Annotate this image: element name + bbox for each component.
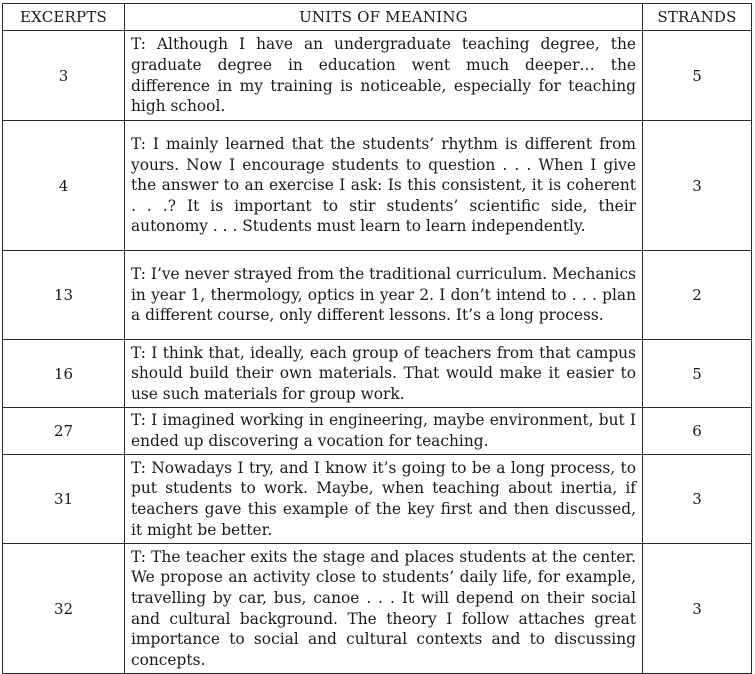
strands-value: 3 bbox=[643, 455, 752, 544]
unit-of-meaning: T: Although I have an undergraduate teaching degree, the graduate degree in education went much deeper… the difference in my training is noticeable, especially for teaching high school. bbox=[125, 31, 643, 121]
strands-value: 5 bbox=[643, 340, 752, 408]
unit-of-meaning: T: I imagined working in engineering, maybe environment, but I ended up discovering a vocation for teaching. bbox=[125, 408, 643, 455]
table-row bbox=[3, 31, 752, 121]
table-row bbox=[3, 544, 752, 674]
table-row bbox=[3, 121, 752, 251]
strands-value: 6 bbox=[643, 408, 752, 455]
table-row bbox=[3, 455, 752, 544]
excerpt-number: 31 bbox=[3, 455, 125, 544]
excerpt-number: 16 bbox=[3, 340, 125, 408]
excerpt-number: 4 bbox=[3, 121, 125, 251]
excerpts-table bbox=[2, 3, 752, 674]
table-row bbox=[3, 408, 752, 455]
header-strands: STRANDS bbox=[643, 4, 752, 31]
table-row bbox=[3, 340, 752, 408]
table-row bbox=[3, 251, 752, 340]
header-excerpts: EXCERPTS bbox=[3, 4, 125, 31]
unit-of-meaning: T: The teacher exits the stage and places students at the center. We propose an activity close to students’ daily life, for example, travelling by car, bus, canoe . . . It will depend on their social and cultural background. The theory I follow attaches great importance to social and cultural contexts and to discussing concepts. bbox=[125, 544, 643, 674]
excerpt-number: 32 bbox=[3, 544, 125, 674]
unit-of-meaning: T: Nowadays I try, and I know it’s going to be a long process, to put students to work. Maybe, when teaching about inertia, if teachers gave this example of the key first and then discussed, it might be better. bbox=[125, 455, 643, 544]
header-row bbox=[3, 4, 752, 31]
strands-value: 2 bbox=[643, 251, 752, 340]
strands-value: 3 bbox=[643, 544, 752, 674]
unit-of-meaning: T: I mainly learned that the students’ rhythm is different from yours. Now I encourage students to question . . . When I give the answer to an exercise I ask: Is this consistent, it is coherent . . .? It is important to stir students’ scientific side, their autonomy . . . Students must learn to learn independently. bbox=[125, 121, 643, 251]
strands-value: 5 bbox=[643, 31, 752, 121]
excerpt-number: 13 bbox=[3, 251, 125, 340]
strands-value: 3 bbox=[643, 121, 752, 251]
header-units-of-meaning: UNITS OF MEANING bbox=[125, 4, 643, 31]
unit-of-meaning: T: I think that, ideally, each group of teachers from that campus should build their own materials. That would make it easier to use such materials for group work. bbox=[125, 340, 643, 408]
excerpt-number: 3 bbox=[3, 31, 125, 121]
unit-of-meaning: T: I’ve never strayed from the traditional curriculum. Mechanics in year 1, thermology, optics in year 2. I don’t intend to . . . plan a different course, only different lessons. It’s a long process. bbox=[125, 251, 643, 340]
excerpt-number: 27 bbox=[3, 408, 125, 455]
